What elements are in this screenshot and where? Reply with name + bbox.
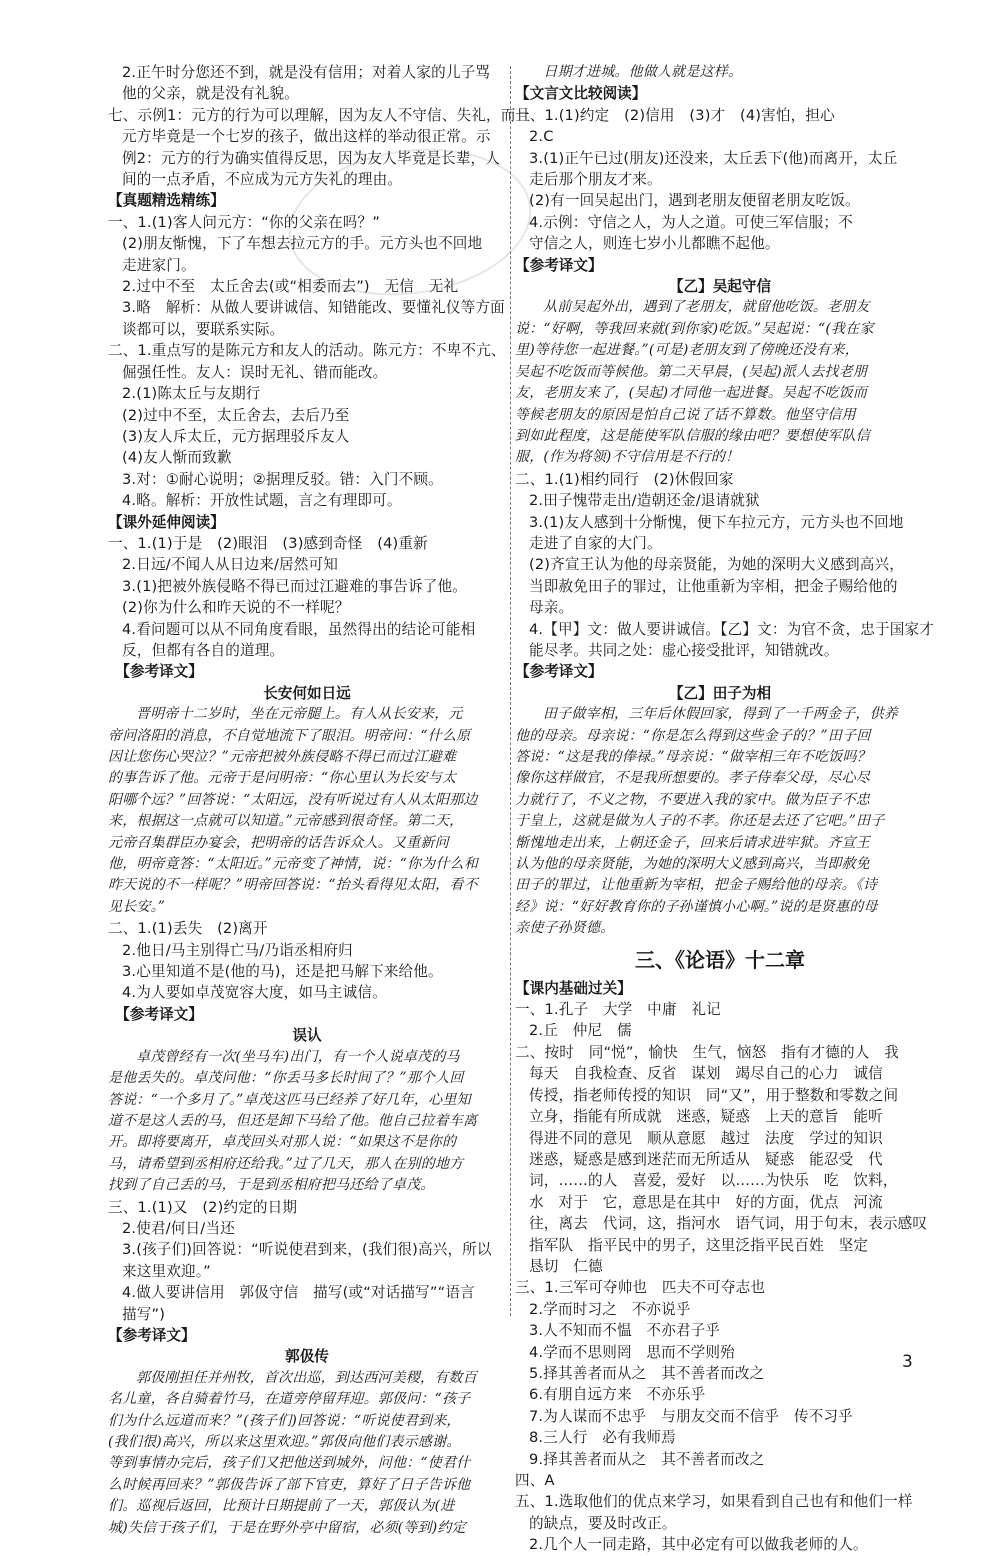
translation-line: 是他丢失的。卓茂问他：“你丢马多长时间了？”那个人回 [108, 1070, 464, 1087]
answer-line: 得进不同的意见 顺从意愿 越过 法度 学过的知识 [529, 1129, 883, 1147]
answer-line: 一、1.孔子 大学 中庸 礼记 [515, 1001, 721, 1019]
translation-line: 名儿童，各自骑着竹马，在道旁停留拜迎。郭伋问：“孩子 [108, 1391, 471, 1408]
answer-line: 2.C [529, 128, 554, 146]
answer-line: (2)过中不至，太丘舍去，去后乃至 [122, 406, 350, 424]
answer-line: 4.为人要如卓茂宽容大度，如马主诚信。 [122, 984, 387, 1002]
answer-line: 每天 自我检查、反省 谋划 竭尽自己的心力 诚信 [529, 1065, 883, 1083]
answer-line: 间的一点矛盾，不应成为元方失礼的理由。 [122, 171, 403, 189]
chapter-title: 三、《论语》十二章 [635, 947, 805, 972]
translation-line: 们为什么远道而来？”(孩子们)回答说：“听说使君到来， [108, 1412, 461, 1429]
answer-line: 描写”) [122, 1305, 166, 1323]
answer-line: 五、1.选取他们的优点来学习，如果看到自己也有和他们一样 [515, 1493, 913, 1511]
translation-line: 服，(作为将领)不守信用是不行的！ [515, 449, 740, 466]
answer-line: 3.(1)把被外族侵略不得已而过江避难的事告诉了他。 [122, 577, 467, 595]
translation-line: 亲使子孙贤德。 [515, 920, 615, 937]
answer-line: 3.(1)正午已过(朋友)还没来，太丘丢下(他)而离开，太丘 [529, 149, 898, 167]
translation-line: 道不是这人丢的马，但还是卸下马给了他。他自己拉着车离 [108, 1112, 478, 1129]
answer-line: 词，……的人 喜爱，爱好 以……为快乐 吃 饮料， [529, 1172, 898, 1190]
translation-line: 答说：“一个多月了。”卓茂这匹马已经养了好几年，心里知 [108, 1091, 471, 1108]
answer-line: 七、示例1：元方的行为可以理解，因为友人不守信、失礼，而且 [108, 106, 531, 124]
answer-line: 走进家门。 [122, 256, 196, 274]
answer-line: 6.有朋自远方来 不亦乐乎 [529, 1386, 706, 1404]
answer-line: 2.过中不至 太丘舍去(或“相委而去”) 无信 无礼 [122, 278, 459, 296]
section-heading: 【真题精选精练】 [108, 192, 225, 210]
answer-line: 5.择其善者而从之 其不善者而改之 [529, 1364, 765, 1382]
answer-line: 3.(孩子们)回答说：“听说使君到来，(我们很)高兴，所以 [122, 1241, 492, 1259]
answer-line: (2)你为什么和昨天说的不一样呢？ [122, 599, 350, 617]
answer-line: 4.【甲】文：做人要讲诚信。【乙】文：为官不贪，忠于国家才 [529, 620, 935, 638]
answer-line: 4.略。解析：开放性试题，言之有理即可。 [122, 492, 402, 510]
translation-line: 答说：“这是我的俸禄。”母亲说：“做宰相三年不吃饭吗？ [515, 749, 871, 765]
section-heading: 【课外延伸阅读】 [108, 513, 225, 531]
answer-line: 9.择其善者而从之 其不善者而改之 [529, 1450, 765, 1468]
translation-line: 说：“好啊，等我回来就(到你家)吃饭。”吴起说：“(我在家 [515, 320, 874, 337]
translation-title: 误认 [292, 1027, 322, 1045]
answer-line: 2.(1)陈太丘与友期行 [122, 385, 261, 403]
right-column-top [515, 62, 935, 940]
answer-line: 恳切 仁德 [529, 1257, 603, 1275]
translation-line: 马，请希望到丞相府还给我。”过了几天，那人在别的地方 [108, 1155, 464, 1172]
section-heading: 【参考译文】 [108, 1326, 196, 1344]
left-column [108, 62, 531, 1539]
answer-line: 2.日远/不闻人从日边来/居然可知 [122, 556, 339, 574]
answer-line: 往，离去 代词，这，指河水 语气词，用于句末，表示感叹 [529, 1215, 928, 1233]
answer-line: 走进了自家的大门。 [529, 534, 662, 552]
answer-line: 7.为人谋而不忠乎 与朋友交而不信乎 传不习乎 [529, 1407, 853, 1425]
answer-line: 例2：元方的行为确实值得反思，因为友人毕竟是长辈，人 [122, 149, 501, 167]
translation-line: 从前吴起外出，遇到了老朋友，就留他吃饭。老朋友 [543, 299, 870, 316]
translation-line: 因让您伤心哭泣？”元帝把被外族侵略不得已而过江避难 [108, 749, 457, 765]
section-heading: 【参考译文】 [515, 256, 603, 274]
answer-line: 3.对：①耐心说明；②据理反驳。错：入门不顾。 [122, 470, 443, 488]
translation-line: 元帝召集群臣办宴会，把明帝的话告诉众人。又重新问 [108, 834, 449, 851]
answer-line: 来这里欢迎。” [122, 1262, 211, 1280]
answer-line: 他的父亲，就是没有礼貌。 [122, 85, 299, 103]
answer-line: 4.学而不思则罔 思而不学则殆 [529, 1343, 735, 1361]
translation-line: 卓茂曾经有一次(坐马车)出门，有一个人说卓茂的马 [136, 1048, 460, 1065]
page-number: 3 [902, 1352, 913, 1372]
answer-line: 4.示例：守信之人，为人之道。可使三军信服；不 [529, 213, 853, 231]
translation-title: 郭伋传 [285, 1348, 329, 1366]
translation-title: 长安何如日远 [263, 684, 351, 702]
translation-line: 于皇上，这就是做为人子的不孝。你还是去还了它吧。”田子 [515, 813, 885, 830]
answer-line: 守信之人，则连七岁小儿都瞧不起他。 [529, 235, 780, 253]
translation-line: 田子的罪过，让他重新为宰相，把金子赐给他的母亲。《诗 [515, 877, 878, 894]
column-divider [510, 66, 511, 1316]
translation-line: 力就行了，不义之物，不要进入我的家中。做为臣子不忠 [515, 791, 870, 808]
answer-line: 2.学而时习之 不亦说乎 [529, 1300, 691, 1318]
answer-line: 二、1.(1)丢失 (2)离开 [108, 920, 268, 938]
translation-line: 晋明帝十二岁时，坐在元帝腿上。有人从长安来，元 [136, 706, 463, 723]
answer-line: 8.三人行 必有我师焉 [529, 1429, 676, 1447]
answer-line: 倔强任性。友人：误时无礼、错而能改。 [122, 363, 388, 381]
section-heading: 【参考译文】 [108, 663, 203, 681]
translation-line: 帝问洛阳的消息，不自觉地流下了眼泪。明帝问：“什么原 [108, 727, 471, 744]
translation-line: 认为他的母亲贤能，为她的深明大义感到高兴，当即赦免 [515, 856, 870, 873]
answer-line: 元方毕竟是一个七岁的孩子，做出这样的举动很正常。示 [122, 128, 491, 146]
answer-line: 2.丘 仲尼 儒 [529, 1022, 632, 1040]
right-column-bottom [515, 978, 928, 1556]
answer-line: 当即赦免田子的罪过，让他重新为宰相，把金子赐给他的 [529, 577, 898, 595]
answer-line: (2)齐宣王认为他的母亲贤能，为她的深明大义感到高兴， [529, 556, 904, 574]
answer-line: 走后那个朋友才来。 [529, 171, 662, 189]
section-heading: 【课内基础过关】 [515, 979, 632, 997]
answer-line: 2.他日/马主别得亡马/乃诣丞相府归 [122, 941, 353, 959]
answer-line: (3)友人斥太丘，元方据理驳斥友人 [122, 427, 350, 445]
translation-line: 找到了自己丢的马，于是到丞相府把马还给了卓茂。 [108, 1177, 435, 1194]
translation-line: 像你这样做官，不是我所想要的。孝子侍奉父母，尽心尽 [515, 770, 870, 787]
section-heading: 【参考译文】 [515, 663, 603, 681]
translation-line: 开。即将要离开，卓茂回头对那人说：“如果这不是你的 [108, 1134, 457, 1151]
translation-line: 田子做宰相，三年后休假回家，得到了一千两金子，供养 [543, 706, 898, 723]
answer-line: 3.略 解析：从做人要讲诚信、知错能改、要懂礼仪等方面 [122, 299, 505, 317]
translation-line: 惭愧地走出来，上朝还金子，回来后请求进牢狱。齐宣王 [515, 834, 870, 851]
answer-line: 指军队 指平民中的男子，这里泛指平民百姓 坚定 [529, 1236, 869, 1254]
answer-line: 4.看问题可以从不同角度看眼，虽然得出的结论可能相 [122, 620, 476, 638]
translation-line: 友，老朋友来了，(吴起)才同他一起进餐。吴起不吃饭而 [515, 385, 868, 402]
answer-line: 2.几个人一同走路，其中必定有可以做我老师的人。 [529, 1536, 868, 1554]
translation-line: 来，根据这一点就可以知道。”元帝感到很奇怪。第二天， [108, 813, 464, 830]
answer-line: (2)朋友惭愧，下了车想去拉元方的手。元方头也不回地 [122, 235, 483, 253]
answer-line: 2.田子愧带走出/造朝还金/退请就狱 [529, 492, 760, 510]
translation-line: 的事告诉了他。元帝于是问明帝：“你心里认为长安与太 [108, 770, 457, 787]
translation-title: 【乙】田子为相 [668, 684, 772, 702]
answer-line: 立身，指能有所成就 迷惑，疑惑 上天的意旨 能听 [529, 1108, 883, 1126]
translation-line: 们。巡视后返回，比预计日期提前了一天，郭伋认为(进 [108, 1498, 455, 1515]
translation-line: 郭伋刚担任并州牧，首次出巡，到达西河美稷，有数百 [136, 1369, 477, 1386]
answer-line: 谈都可以，要联系实际。 [122, 320, 285, 338]
answer-line: 迷惑，疑惑是感到迷茫而无所适从 疑惑 能忍受 代 [529, 1150, 883, 1168]
answer-line: 一、1.(1)于是 (2)眼泪 (3)感到奇怪 (4)重新 [108, 534, 428, 552]
answer-line: 3.人不知而不愠 不亦君子乎 [529, 1322, 721, 1340]
answer-line: 的缺点，要及时改正。 [529, 1514, 677, 1532]
answer-line: 3.心里知道不是(他的马)，还是把马解下来给他。 [122, 963, 443, 981]
translation-line: 他的母亲。母亲说：“你是怎么得到这些金子的？”田子回 [515, 727, 871, 744]
answer-line: 4.做人要讲信用 郭伋守信 描写(或“对话描写”“语言 [122, 1284, 475, 1302]
answer-line: 三、1.三军可夺帅也 匹夫不可夺志也 [515, 1279, 766, 1297]
translation-line: 到如此程度，这是能使军队信服的缘由吧？要想使军队信 [515, 427, 870, 444]
answer-line: 三、1.(1)又 (2)约定的日期 [108, 1198, 298, 1216]
translation-line: 日期才进城。他做人就是这样。 [515, 64, 743, 80]
answer-line: 二、1.(1)相约同行 (2)休假回家 [515, 470, 734, 488]
answer-line: 二、1.重点写的是陈元方和友人的活动。陈元方：不卑不亢、 [108, 342, 506, 360]
translation-line: (我们很)高兴，所以来这里欢迎。”郭伋向他们表示感谢。 [108, 1434, 461, 1450]
translation-title: 【乙】吴起守信 [668, 278, 772, 296]
answer-line: 一、1.(1)客人问元方：“你的父亲在吗？” [108, 213, 380, 231]
translation-line: 吴起不吃饭而等候他。第二天早晨，(吴起)派人去找老朋 [515, 363, 868, 380]
section-heading: 【文言文比较阅读】 [515, 85, 647, 103]
section-heading: 【参考译文】 [108, 1005, 203, 1023]
answer-line: (4)友人惭而致歉 [122, 449, 232, 467]
translation-line: 他，明帝竟答：“太阳近。”元帝变了神情，说：“你为什么和 [108, 856, 479, 873]
answer-line: 水 对于 它，意思是在其中 好的方面，优点 河流 [529, 1193, 883, 1211]
answer-line: 反，但都有各自的道理。 [122, 641, 285, 659]
translation-line: 昨天说的不一样呢？”明帝回答说：“抬头看得见太阳，看不 [108, 877, 478, 894]
answer-line: 一、1.(1)约定 (2)信用 (3)才 (4)害怕，担心 [515, 106, 835, 124]
translation-line: 么时候再回来？”郭伋告诉了部下官吏，算好了日子告诉他 [108, 1476, 471, 1493]
answer-line: (2)有一回吴起出门，遇到老朋友便留老朋友吃饭。 [529, 192, 860, 210]
answer-line: 2.正午时分您还不到，就是没有信用；对着人家的儿子骂 [122, 64, 491, 81]
answer-line: 2.使君/何日/当还 [122, 1219, 235, 1237]
answer-line: 传授，指老师传授的知识 同“又”，用于整数和零数之间 [529, 1086, 899, 1104]
translation-line: 等候老朋友的原因是怕自己说了话不算数。他坚守信用 [515, 406, 856, 423]
translation-line: 城)失信于孩子们，于是在野外亭中留宿，必须(等到)约定 [108, 1519, 466, 1536]
translation-line: 阳哪个远？”回答说：“太阳远，没有听说过有人从太阳那边 [108, 791, 478, 808]
answer-line: 能尽孝。共同之处：虚心接受批评，知错就改。 [529, 641, 839, 659]
translation-line: 里)等待您一起进餐。”(可是)老朋友到了傍晚还没有来， [515, 342, 859, 359]
answer-line: 二、按时 同“悦”，愉快 生气，恼怒 指有才德的人 我 [515, 1043, 900, 1061]
answer-line: 四、A [515, 1472, 555, 1489]
translation-line: 等到事情办完后，孩子们又把他送到城外，问他：“使君什 [108, 1455, 471, 1472]
translation-line: 经》说：“好好教育你的子孙谨慎小心啊。”说的是贤惠的母 [515, 898, 878, 915]
answer-line: 母亲。 [529, 599, 574, 617]
right-column [515, 62, 935, 1556]
translation-line: 见长安。” [108, 898, 166, 915]
answer-line: 3.(1)友人感到十分惭愧，便下车拉元方，元方头也不回地 [529, 513, 904, 531]
